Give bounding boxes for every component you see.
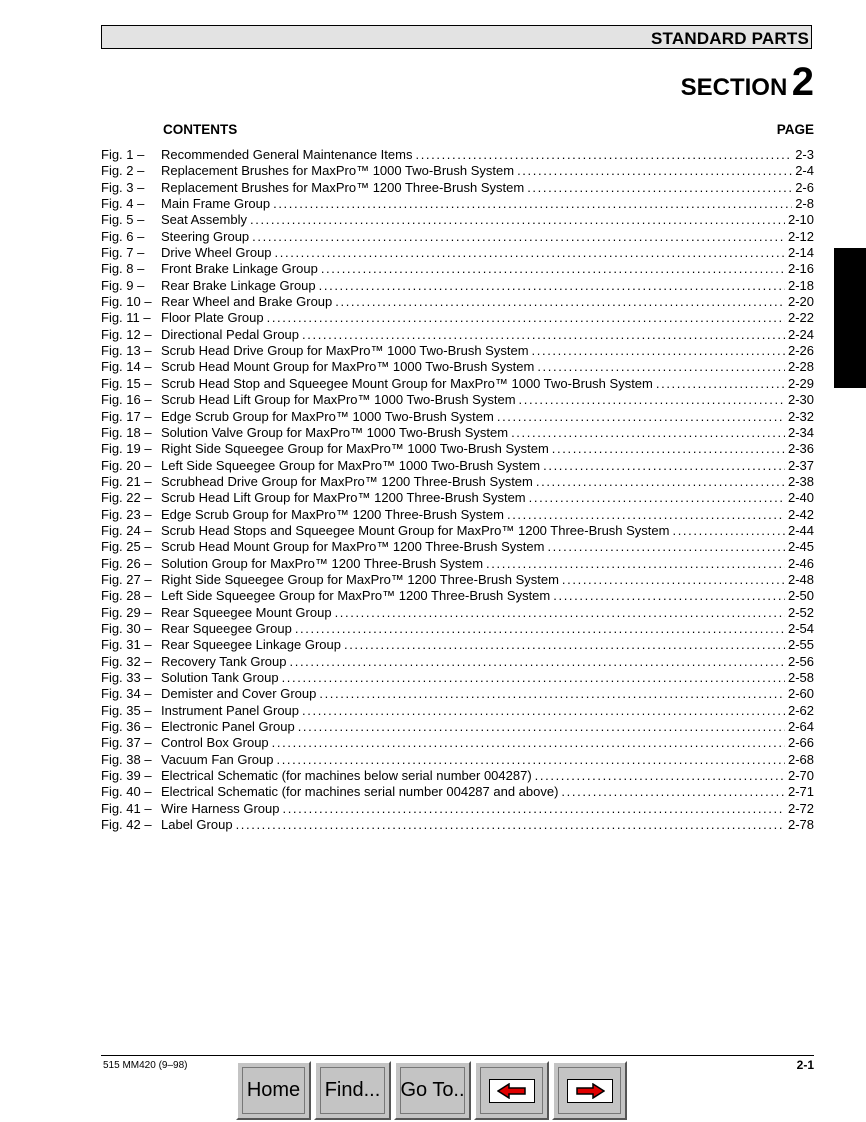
toc-entry[interactable] (101, 261, 814, 277)
page-reference: 2-62 (787, 702, 814, 718)
figure-title: Solution Valve Group for MaxPro™ 1000 Two-Brush System (161, 424, 509, 440)
figure-number: Fig. 13 – (101, 343, 152, 359)
figure-title: Scrub Head Mount Group for MaxPro™ 1200 Three-Brush System (161, 539, 545, 555)
figure-title: Left Side Squeegee Group for MaxPro™ 1000 Two-Brush System (161, 457, 541, 473)
right-arrow-icon (567, 1079, 613, 1103)
toc-entry[interactable] (101, 147, 814, 163)
page-reference: 2-42 (787, 506, 814, 522)
page-reference: 2-66 (787, 735, 814, 751)
figure-number: Fig. 12 – (101, 326, 152, 342)
figure-number: Fig. 7 – (101, 245, 145, 261)
left-arrow-icon (489, 1079, 535, 1103)
page-reference: 2-32 (787, 408, 814, 424)
figure-title: Rear Squeegee Mount Group (161, 604, 332, 620)
figure-number: Fig. 6 – (101, 228, 145, 244)
figure-number: Fig. 19 – (101, 441, 152, 457)
page-reference: 2-44 (787, 522, 814, 538)
toc-entry[interactable] (101, 556, 814, 572)
figure-number: Fig. 36 – (101, 719, 152, 735)
page-reference: 2-55 (787, 637, 814, 653)
next-page-button[interactable] (552, 1061, 627, 1120)
figure-title: Scrub Head Mount Group for MaxPro™ 1000 Two-Brush System (161, 359, 535, 375)
dot-leader (252, 229, 785, 245)
figure-number: Fig. 2 – (101, 163, 145, 179)
figure-title: Rear Brake Linkage Group (161, 277, 316, 293)
page-reference: 2-36 (787, 441, 814, 457)
dot-leader (562, 572, 785, 588)
page-reference: 2-71 (787, 784, 814, 800)
dot-leader (552, 441, 785, 457)
page-reference: 2-6 (795, 179, 814, 195)
find-button[interactable] (314, 1061, 391, 1120)
figure-number: Fig. 3 – (101, 179, 145, 195)
figure-title: Rear Squeegee Linkage Group (161, 637, 341, 653)
dot-leader (519, 392, 785, 408)
toc-entry[interactable] (101, 686, 814, 702)
figure-number: Fig. 16 – (101, 392, 152, 408)
dot-leader (529, 490, 785, 506)
dot-leader (497, 409, 785, 425)
toc-entry[interactable] (101, 621, 814, 637)
toc-entry[interactable] (101, 343, 814, 359)
page-reference: 2-14 (787, 245, 814, 261)
page-reference: 2-45 (787, 539, 814, 555)
figure-number: Fig. 11 – (101, 310, 151, 326)
figure-number: Fig. 23 – (101, 506, 152, 522)
dot-leader (267, 310, 785, 326)
goto-button[interactable] (394, 1061, 471, 1120)
figure-title: Left Side Squeegee Group for MaxPro™ 1200 Three-Brush System (161, 588, 551, 604)
toc-entry[interactable] (101, 490, 814, 506)
page-reference: 2-70 (787, 768, 814, 784)
page-reference: 2-50 (787, 588, 814, 604)
page-reference: 2-52 (787, 604, 814, 620)
home-button-label: Home (246, 1079, 301, 1101)
page-reference: 2-8 (795, 196, 814, 212)
figure-title: Floor Plate Group (161, 310, 264, 326)
figure-number: Fig. 21 – (101, 473, 152, 489)
toc-entry[interactable] (101, 735, 814, 751)
dot-leader (335, 605, 785, 621)
dot-leader (319, 686, 785, 702)
navigation-bar (236, 1061, 627, 1122)
toc-entry[interactable] (101, 539, 814, 555)
figure-number: Fig. 34 – (101, 686, 152, 702)
dot-leader (553, 588, 785, 604)
dot-leader (282, 670, 785, 686)
figure-title: Scrubhead Drive Group for MaxPro™ 1200 Three-Brush System (161, 473, 533, 489)
figure-number: Fig. 38 – (101, 751, 152, 767)
section-thumb-tab (834, 248, 866, 388)
toc-entry[interactable] (101, 376, 814, 392)
page-column-heading: PAGE (776, 122, 814, 137)
figure-title: Recommended General Maintenance Items (161, 147, 413, 162)
dot-leader (511, 425, 785, 441)
figure-title: Control Box Group (161, 735, 269, 751)
banner-title: STANDARD PARTS (651, 29, 809, 48)
figure-title: Wire Harness Group (161, 800, 280, 816)
section-banner (101, 25, 812, 49)
figure-number: Fig. 27 – (101, 571, 152, 587)
toc-entry[interactable] (101, 637, 814, 653)
section-word: SECTION (680, 74, 788, 101)
toc-entry[interactable] (101, 654, 814, 670)
toc-entry[interactable] (101, 572, 814, 588)
page-reference: 2-58 (787, 670, 814, 685)
figure-number: Fig. 39 – (101, 768, 152, 784)
dot-leader (507, 507, 785, 523)
figure-number: Fig. 31 – (101, 637, 152, 653)
page-reference: 2-20 (787, 294, 814, 310)
toc-entry[interactable] (101, 196, 814, 212)
page-reference: 2-26 (787, 343, 814, 359)
page-reference: 2-48 (787, 571, 814, 587)
dot-leader (298, 719, 785, 735)
page-reference: 2-46 (787, 555, 814, 571)
goto-button-label: Go To.. (400, 1079, 465, 1101)
toc-entry[interactable] (101, 278, 814, 294)
figure-number: Fig. 14 – (101, 359, 152, 375)
figure-number: Fig. 30 – (101, 620, 152, 636)
toc-entry[interactable] (101, 180, 814, 196)
contents-heading: CONTENTS (163, 122, 238, 137)
dot-leader (536, 474, 785, 490)
figure-title: Vacuum Fan Group (161, 751, 274, 767)
dot-leader (656, 376, 785, 392)
figure-number: Fig. 26 – (101, 555, 152, 571)
dot-leader (295, 621, 785, 637)
page-reference: 2-4 (795, 163, 814, 179)
dot-leader (302, 327, 785, 343)
figure-title: Instrument Panel Group (161, 702, 300, 718)
dot-leader (537, 359, 785, 375)
figure-number: Fig. 32 – (101, 653, 152, 669)
figure-number: Fig. 35 – (101, 702, 152, 718)
figure-number: Fig. 20 – (101, 457, 152, 473)
figure-title: Right Side Squeegee Group for MaxPro™ 1000 Two-Brush System (161, 441, 549, 457)
dot-leader (486, 556, 785, 572)
toc-entry[interactable] (101, 784, 814, 800)
toc-entry[interactable] (101, 163, 814, 179)
dot-leader (276, 752, 784, 768)
figure-title: Scrub Head Stop and Squeegee Mount Group for MaxPro™ 1000 Two-Brush System (161, 375, 653, 391)
figure-number: Fig. 8 – (101, 261, 145, 277)
figure-title: Scrub Head Lift Group for MaxPro™ 1200 Three-Brush System (161, 490, 526, 506)
page-reference: 2-78 (787, 817, 814, 833)
figure-number: Fig. 18 – (101, 424, 152, 440)
dot-leader (561, 784, 785, 800)
toc-entry[interactable] (101, 605, 814, 621)
toc-entry[interactable] (101, 817, 814, 833)
page-reference: 2-37 (787, 457, 814, 473)
figure-title: Electronic Panel Group (161, 719, 295, 735)
figure-number: Fig. 42 – (101, 817, 152, 833)
page-reference: 2-38 (787, 473, 814, 489)
figure-number: Fig. 5 – (101, 212, 145, 228)
figure-title: Scrub Head Stops and Squeegee Mount Group for MaxPro™ 1200 Three-Brush System (161, 522, 670, 538)
page-reference: 2-68 (787, 751, 814, 767)
figure-title: Directional Pedal Group (161, 326, 300, 342)
toc-entry[interactable] (101, 801, 814, 817)
dot-leader (273, 196, 792, 212)
figure-title: Right Side Squeegee Group for MaxPro™ 1200 Three-Brush System (161, 571, 559, 587)
figure-title: Edge Scrub Group for MaxPro™ 1200 Three-Brush System (161, 506, 504, 522)
page-reference: 2-72 (787, 800, 814, 816)
figure-title: Rear Wheel and Brake Group (161, 294, 333, 310)
dot-leader (527, 180, 792, 196)
dot-leader (319, 278, 785, 294)
figure-title: Seat Assembly (161, 212, 247, 228)
section-heading (681, 62, 814, 102)
dot-leader (415, 147, 792, 163)
page-reference: 2-22 (787, 310, 814, 326)
figure-number: Fig. 4 – (101, 196, 145, 212)
dot-leader (272, 735, 785, 751)
figure-title: Edge Scrub Group for MaxPro™ 1000 Two-Brush System (161, 408, 494, 424)
figure-title: Demister and Cover Group (161, 686, 317, 702)
home-button[interactable] (236, 1061, 311, 1120)
page-reference: 2-28 (787, 359, 814, 375)
dot-leader (535, 768, 785, 784)
figure-number: Fig. 15 – (101, 375, 152, 391)
toc-entry[interactable] (101, 245, 814, 261)
figure-number: Fig. 24 – (101, 522, 152, 538)
toc-entry[interactable] (101, 229, 814, 245)
figure-number: Fig. 10 – (101, 294, 152, 310)
dot-leader (250, 212, 785, 228)
figure-number: Fig. 33 – (101, 670, 152, 685)
table-of-contents (101, 147, 814, 833)
page-reference: 2-3 (795, 147, 814, 162)
page-reference: 2-29 (787, 375, 814, 391)
dot-leader (236, 817, 785, 833)
page-reference: 2-16 (787, 261, 814, 277)
figure-number: Fig. 28 – (101, 588, 152, 604)
figure-number: Fig. 40 – (101, 784, 152, 800)
figure-title: Rear Squeegee Group (161, 620, 292, 636)
previous-page-button[interactable] (474, 1061, 549, 1120)
figure-title: Solution Tank Group (161, 670, 279, 685)
dot-leader (344, 637, 785, 653)
figure-title: Drive Wheel Group (161, 245, 272, 261)
figure-title: Label Group (161, 817, 233, 833)
dot-leader (275, 245, 785, 261)
dot-leader (335, 294, 785, 310)
figure-number: Fig. 37 – (101, 735, 152, 751)
toc-entry[interactable] (101, 588, 814, 604)
figure-title: Recovery Tank Group (161, 653, 287, 669)
page-reference: 2-64 (787, 719, 814, 735)
figure-number: Fig. 41 – (101, 800, 152, 816)
toc-entry[interactable] (101, 523, 814, 539)
figure-title: Electrical Schematic (for machines below serial number 004287) (161, 768, 532, 784)
toc-entry[interactable] (101, 703, 814, 719)
figure-title: Steering Group (161, 228, 250, 244)
figure-title: Front Brake Linkage Group (161, 261, 318, 277)
document-code: 515 MM420 (9–98) (103, 1060, 188, 1071)
page-reference: 2-56 (787, 653, 814, 669)
toc-entry[interactable] (101, 670, 814, 686)
dot-leader (547, 539, 785, 555)
toc-entry[interactable] (101, 359, 814, 375)
figure-number: Fig. 9 – (101, 277, 145, 293)
page-reference: 2-24 (787, 326, 814, 342)
figure-title: Scrub Head Lift Group for MaxPro™ 1000 Two-Brush System (161, 392, 516, 408)
page-reference: 2-60 (787, 686, 814, 702)
toc-entry[interactable] (101, 327, 814, 343)
toc-entry[interactable] (101, 310, 814, 326)
dot-leader (282, 801, 784, 817)
figure-title: Electrical Schematic (for machines serial number 004287 and above) (161, 784, 559, 800)
toc-entry[interactable] (101, 474, 814, 490)
page-reference: 2-10 (787, 212, 814, 228)
page-reference: 2-40 (787, 490, 814, 506)
figure-number: Fig. 29 – (101, 604, 152, 620)
figure-number: Fig. 22 – (101, 490, 152, 506)
dot-leader (532, 343, 785, 359)
page-number: 2-1 (796, 1058, 814, 1072)
toc-entry[interactable] (101, 719, 814, 735)
figure-title: Replacement Brushes for MaxPro™ 1000 Two-Brush System (161, 163, 515, 179)
figure-number: Fig. 25 – (101, 539, 152, 555)
dot-leader (672, 523, 784, 539)
toc-entry[interactable] (101, 441, 814, 457)
figure-title: Main Frame Group (161, 196, 271, 212)
toc-entry[interactable] (101, 768, 814, 784)
toc-entry[interactable] (101, 212, 814, 228)
page-reference: 2-54 (787, 620, 814, 636)
dot-leader (543, 458, 785, 474)
toc-entry[interactable] (101, 458, 814, 474)
page-reference: 2-12 (787, 228, 814, 244)
figure-title: Solution Group for MaxPro™ 1200 Three-Brush System (161, 555, 484, 571)
dot-leader (302, 703, 785, 719)
dot-leader (290, 654, 785, 670)
toc-entry[interactable] (101, 752, 814, 768)
figure-title: Replacement Brushes for MaxPro™ 1200 Three-Brush System (161, 179, 525, 195)
toc-entry[interactable] (101, 392, 814, 408)
section-number: 2 (791, 60, 814, 104)
toc-entry[interactable] (101, 507, 814, 523)
page-reference: 2-34 (787, 424, 814, 440)
dot-leader (321, 261, 785, 277)
find-button-label: Find... (324, 1079, 381, 1101)
figure-number: Fig. 17 – (101, 408, 152, 424)
figure-title: Scrub Head Drive Group for MaxPro™ 1000 Two-Brush System (161, 343, 529, 359)
page-reference: 2-30 (787, 392, 814, 408)
footer-rule (101, 1055, 814, 1056)
toc-entry[interactable] (101, 425, 814, 441)
figure-number: Fig. 1 – (101, 147, 145, 162)
toc-entry[interactable] (101, 409, 814, 425)
dot-leader (517, 163, 792, 179)
page-reference: 2-18 (787, 277, 814, 293)
toc-entry[interactable] (101, 294, 814, 310)
